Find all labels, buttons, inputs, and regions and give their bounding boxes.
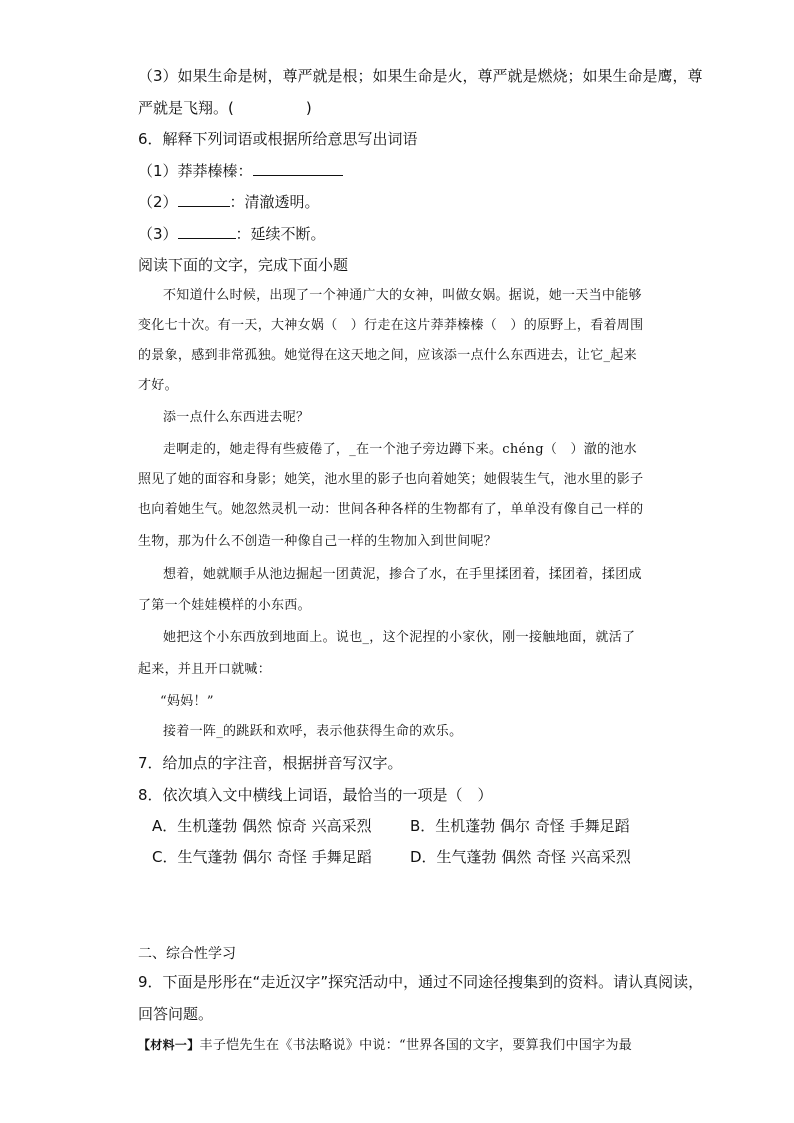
q8-option-a[interactable]: A．生机蓬勃 偶然 惊奇 兴高采烈 xyxy=(152,817,372,835)
material-1-text: 丰子恺先生在《书法略说》中说：“世界各国的文字，要算我们中国字为最 xyxy=(199,1038,633,1053)
passage-line: 接着一阵_的跳跃和欢呼，表示他获得生命的欢乐。 xyxy=(163,724,463,739)
q6-item-2-blank[interactable] xyxy=(178,192,230,207)
passage-line: 想着，她就顺手从池边掘起一团黄泥，掺合了水，在手里揉团着，揉团着，揉团成 xyxy=(163,567,642,582)
q5-close-paren: ) xyxy=(305,99,312,117)
q8-option-c[interactable]: C．生气蓬勃 偶尔 奇怪 手舞足蹈 xyxy=(152,848,372,866)
passage-line: 变化七十次。有一天，大神女娲（ ）行走在这片莽莽榛榛（ ）的原野上，看着周围 xyxy=(138,318,644,333)
q8-stem: 8．依次填入文中横线上词语，最恰当的一项是（ ） xyxy=(138,786,493,804)
q5-item3-line2 xyxy=(138,98,312,118)
q6-item-1-label: （1）莽莽榛榛： xyxy=(138,162,253,180)
passage-line: 起来，并且开口就喊： xyxy=(138,662,272,677)
passage-line: 添一点什么东西进去呢？ xyxy=(163,410,310,425)
passage-line: 的景象，感到非常孤独。她觉得在这天地之间，应该添一点什么东西进去，让它_起来 xyxy=(138,348,637,363)
passage-line: 才好。 xyxy=(138,378,178,393)
material-1-label: 【材料一】 xyxy=(138,1038,200,1052)
q6-item-2 xyxy=(138,192,320,212)
q6-item-3-tail: ：延续不断。 xyxy=(235,225,326,243)
passage-line: 走啊走的，她走得有些疲倦了，_在一个池子旁边蹲下来。chéng（ ）澈的池水 xyxy=(163,442,637,457)
q8-option-b[interactable]: B．生机蓬勃 偶尔 奇怪 手舞足蹈 xyxy=(410,817,630,835)
section-2-title: 二、综合性学习 xyxy=(138,946,236,962)
q5-item3-line2-text: 严就是飞翔。( xyxy=(138,99,234,117)
passage-line: 生物，那为什么不创造一种像自己一样的生物加入到世间呢？ xyxy=(138,534,498,549)
q6-item-3 xyxy=(138,224,326,244)
q5-item3-line1: （3）如果生命是树，尊严就是根；如果生命是火，尊严就是燃烧；如果生命是鹰，尊 xyxy=(138,67,703,85)
q6-stem: 6．解释下列词语或根据所给意思写出词语 xyxy=(138,130,418,148)
passage-line: 照见了她的面容和身影；她笑，池水里的影子也向着她笑；她假装生气，池水里的影子 xyxy=(138,472,644,487)
q6-item-2-label: （2） xyxy=(138,193,178,211)
material-1 xyxy=(138,1035,632,1056)
q6-item-1 xyxy=(138,161,343,181)
passage-line: 不知道什么时候，出现了一个神通广大的女神，叫做女娲。据说，她一天当中能够 xyxy=(163,288,642,303)
q8-option-d[interactable]: D．生气蓬勃 偶然 奇怪 兴高采烈 xyxy=(410,848,631,866)
passage-line: 她把这个小东西放到地面上。说也_，这个泥捏的小家伙，刚一接触地面，就活了 xyxy=(163,630,636,645)
q7-stem: 7．给加点的字注音，根据拼音写汉字。 xyxy=(138,754,403,772)
q6-item-3-label: （3） xyxy=(138,225,178,243)
q6-item-1-blank[interactable] xyxy=(253,161,343,176)
q6-item-2-tail: ：清澈透明。 xyxy=(229,193,320,211)
passage-line: 也向着她生气。她忽然灵机一动：世间各种各样的生物都有了，单单没有像自己一样的 xyxy=(138,502,644,517)
q6-item-3-blank[interactable] xyxy=(178,224,236,239)
q9-stem-line2: 回答问题。 xyxy=(138,1005,214,1023)
q9-stem-line1: 9．下面是彤彤在“走近汉字”探究活动中，通过不同途径搜集到的资料。请认真阅读， xyxy=(138,973,704,991)
reading-intro: 阅读下面的文字，完成下面小题 xyxy=(138,256,349,274)
passage-line: “妈妈！” xyxy=(160,694,214,709)
passage-line: 了第一个娃娃模样的小东西。 xyxy=(138,598,311,613)
